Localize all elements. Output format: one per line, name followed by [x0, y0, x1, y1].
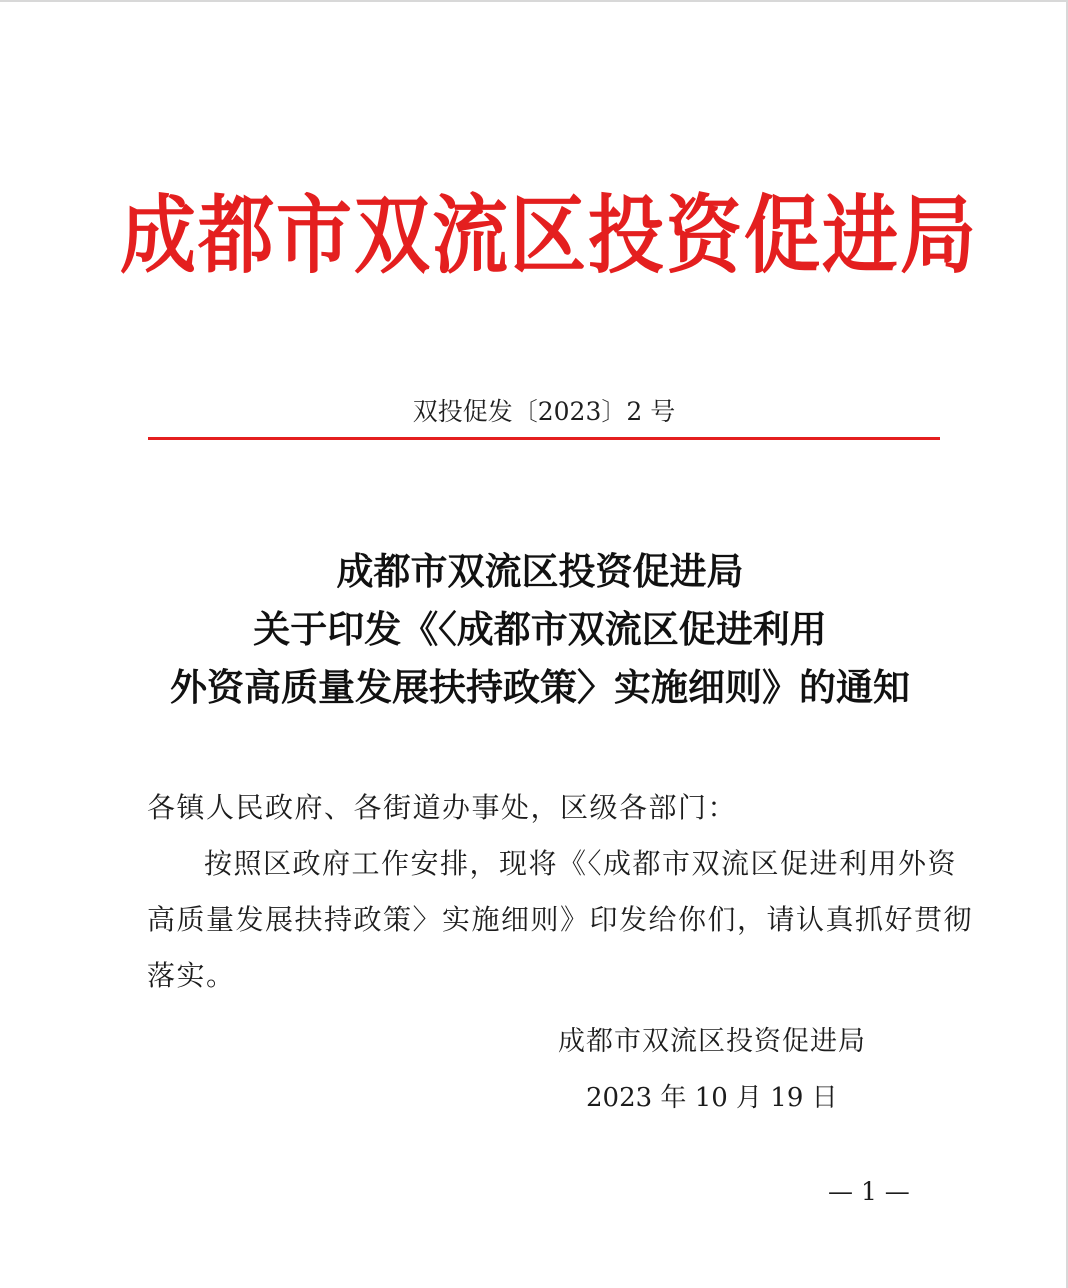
title-line-1: 成都市双流区投资促进局: [336, 549, 744, 593]
paragraph-line: 落实。: [147, 959, 236, 992]
body-paragraph: [147, 836, 974, 1004]
document-title: [130, 542, 950, 716]
signature-date: 2023 年 10 月 19 日: [586, 1083, 838, 1113]
page-number: — 1 —: [828, 1177, 910, 1206]
salutation: 各镇人民政府、各街道办事处，区级各部门：: [147, 791, 738, 824]
signature-issuer: 成都市双流区投资促进局: [558, 1026, 866, 1057]
document-number: 双投促发〔2023〕2 号: [412, 397, 676, 426]
paragraph-line: 按照区政府工作安排，现将《〈成都市双流区促进利用外资: [204, 847, 958, 880]
title-line-3: 外资高质量发展扶持政策〉实施细则》的通知: [170, 665, 910, 709]
red-separator-line: [148, 437, 940, 440]
paragraph-line: 高质量发展扶持政策〉实施细则》印发给你们，请认真抓好贯彻: [147, 903, 974, 936]
title-line-2: 关于印发《〈成都市双流区促进利用: [253, 607, 827, 651]
red-masthead: 成都市双流区投资促进局: [120, 185, 978, 286]
